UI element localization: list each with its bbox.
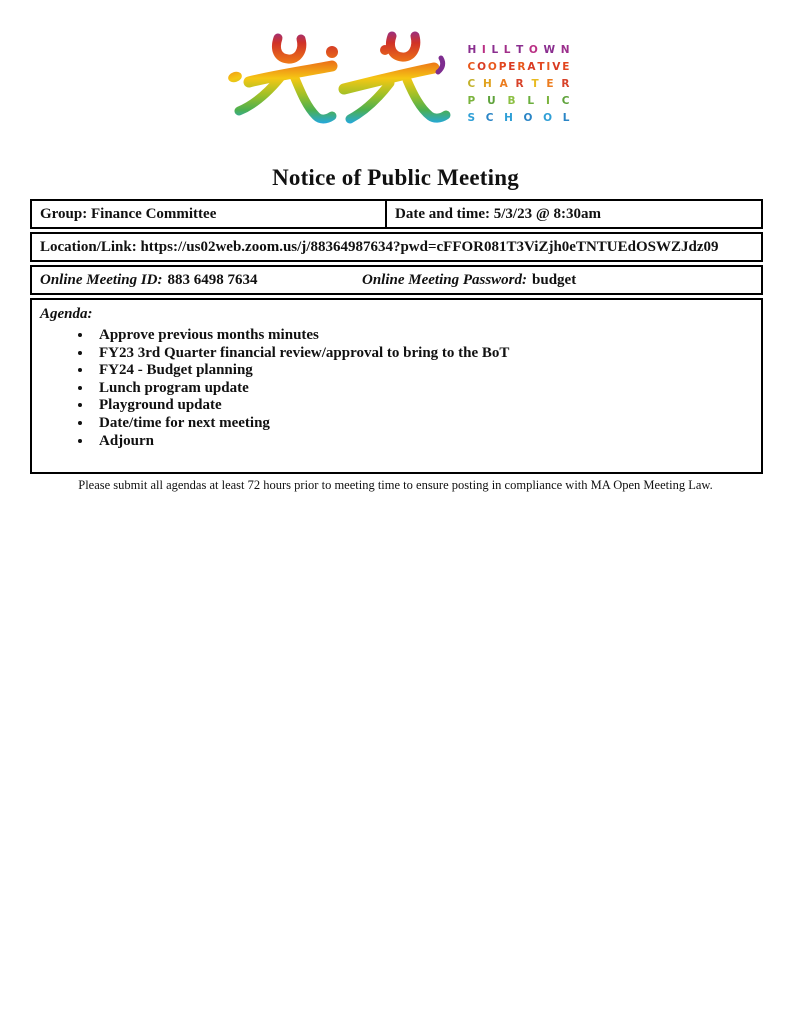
- zoom-meeting-link[interactable]: https://us02web.zoom.us/j/88364987634?pwd=cFFOR081T3ViZjh0eTNTUEdOSWZJdz09: [140, 239, 719, 255]
- agenda-item: • Date/time for next meeting: [93, 415, 753, 433]
- group-label: Group:: [40, 206, 91, 222]
- logo-wordmark: [468, 42, 570, 127]
- logo-word: C O O P E R A T I V E: [467, 61, 570, 73]
- password-label: Online Meeting Password:: [362, 272, 528, 288]
- datetime-value: 5/3/23 @ 8:30am: [493, 206, 602, 222]
- page-title: Notice of Public Meeting: [272, 165, 519, 190]
- logo-word: C H A R T E R: [467, 78, 570, 90]
- datetime-label: Date and time:: [395, 206, 494, 222]
- agenda-item: • FY24 - Budget planning: [93, 362, 753, 380]
- table-row-location: [30, 232, 763, 262]
- group-value: Finance Committee: [90, 206, 217, 222]
- dancing-figures-logo-icon: [222, 28, 462, 133]
- agenda-item: • Approve previous months minutes: [93, 327, 753, 345]
- table-row-agenda: [30, 298, 763, 474]
- compliance-note: Please submit all agendas at least 72 hours prior to meeting time to ensure posting in compliance with MA Open Meeting Law.: [78, 478, 713, 493]
- agenda-item: • FY23 3rd Quarter financial review/approval to bring to the BoT: [93, 345, 753, 363]
- agenda-item: • Lunch program update: [93, 380, 753, 398]
- table-row-group-datetime: [30, 199, 763, 229]
- agenda-heading: Agenda:: [40, 306, 93, 322]
- logo-word: P U B L I C: [467, 95, 570, 107]
- location-cell: [32, 234, 761, 260]
- location-label: Location/Link:: [40, 239, 141, 255]
- password-value: budget: [532, 272, 577, 288]
- apostrophe-mark: [438, 58, 443, 72]
- credentials-cell: [32, 267, 761, 293]
- agenda-item: • Playground update: [93, 397, 753, 415]
- meeting-id-label: Online Meeting ID:: [40, 272, 163, 288]
- group-cell: [32, 201, 387, 227]
- agenda-list: [40, 327, 753, 450]
- school-logo: [0, 0, 791, 133]
- meeting-notice-table: [30, 199, 763, 474]
- datetime-cell: [387, 201, 761, 227]
- logo-word: H I L L T O W N: [467, 44, 570, 56]
- meeting-id-value: 883 6498 7634: [167, 272, 258, 288]
- logo-word: S C H O O L: [467, 112, 570, 124]
- agenda-item: • Adjourn: [93, 433, 753, 451]
- table-row-meeting-credentials: [30, 265, 763, 295]
